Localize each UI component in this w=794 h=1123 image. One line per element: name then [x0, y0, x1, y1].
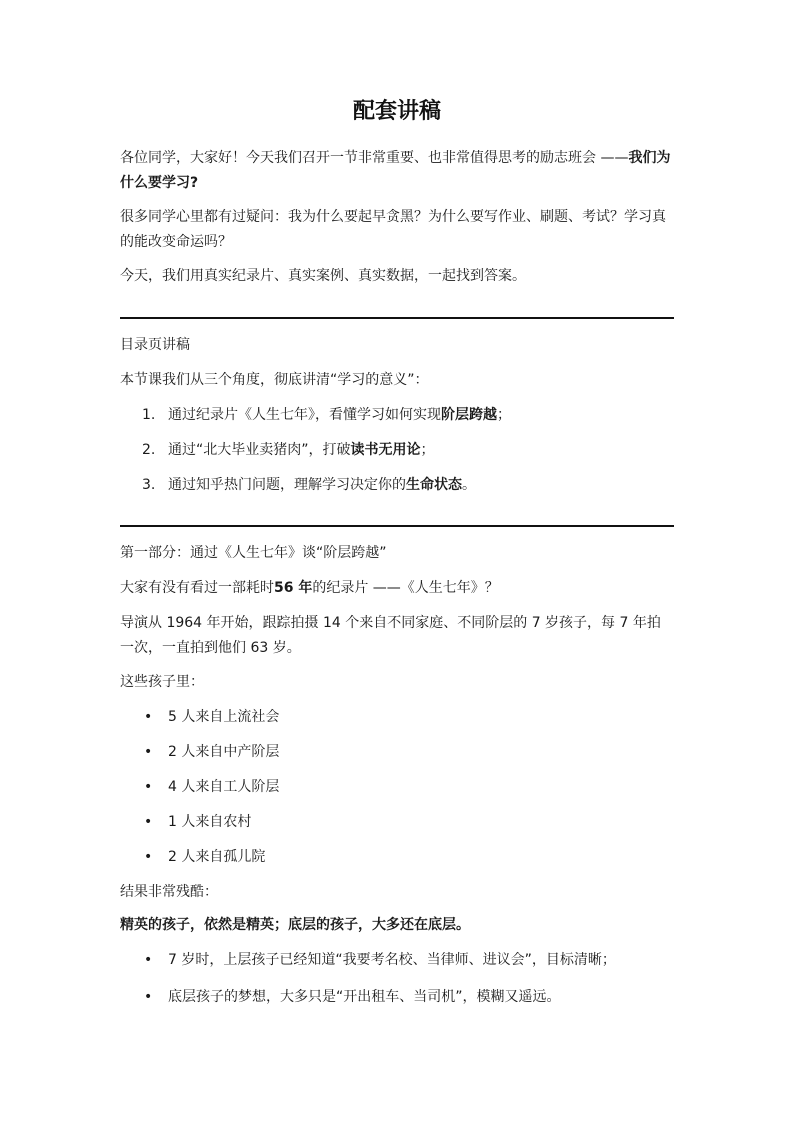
toc-item-tail: ；	[420, 442, 435, 458]
part1-description: 导演从 1964 年开始，跟踪拍摄 14 个来自不同家庭、不同阶层的 7 岁孩子，每 7 年拍一次，一直拍到他们 63 岁。	[120, 615, 661, 656]
list-item-text: 2 人来自中产阶层	[168, 744, 280, 760]
bullet-icon: •	[144, 989, 153, 1005]
toc-item-number: 1.	[142, 407, 156, 423]
list-item-text: 底层孩子的梦想，大多只是“开出租车、当司机”，模糊又遥远。	[168, 989, 561, 1005]
part1-heading: 第一部分：通过《人生七年》谈“阶层跨越”	[120, 545, 387, 561]
toc-item-text: 通过纪录片《人生七年》，看懂学习如何实现	[168, 407, 441, 423]
intro-paragraph-2: 很多同学心里都有过疑问：我为什么要起早贪黑？为什么要写作业、刷题、考试？学习真的能改变命运吗？	[120, 209, 666, 250]
bullet-icon: •	[144, 709, 153, 725]
toc-item-number: 3.	[142, 477, 156, 493]
toc-item-tail: 。	[462, 477, 476, 493]
list-item-text: 7 岁时，上层孩子已经知道“我要考名校、当律师、进议会”，目标清晰；	[168, 952, 616, 968]
intro-question: 我们为什么要学习?	[120, 150, 671, 191]
toc-item-number: 2.	[142, 442, 156, 458]
bullet-icon: •	[144, 814, 153, 830]
intro-paragraph-3: 今天，我们用真实纪录片、真实案例、真实数据，一起找到答案。	[120, 268, 526, 284]
bullet-icon: •	[144, 779, 153, 795]
toc-heading: 目录页讲稿	[120, 337, 190, 353]
result-lead: 结果非常残酷：	[120, 884, 218, 900]
result-statement: 精英的孩子，依然是精英；底层的孩子，大多还在底层。	[120, 917, 470, 933]
list-item-text: 1 人来自农村	[168, 814, 252, 830]
part1-question	[120, 576, 674, 601]
bullet-icon: •	[144, 952, 153, 968]
list-item-text: 4 人来自工人阶层	[168, 779, 280, 795]
toc-item-keyword: 读书无用论	[350, 442, 421, 458]
children-lead: 这些孩子里：	[120, 674, 204, 690]
bullet-icon: •	[144, 849, 153, 865]
intro-text: 各位同学，大家好！今天我们召开一节非常重要、也非常值得思考的励志班会 ——	[120, 150, 629, 166]
question-text: 大家有没有看过一部耗时	[120, 580, 274, 596]
toc-item-keyword: 阶层跨越	[441, 407, 497, 423]
question-text: 的纪录片 ——《人生七年》？	[312, 580, 499, 596]
section-divider	[120, 317, 674, 319]
document-title: 配套讲稿	[352, 99, 441, 124]
toc-item-tail: ；	[497, 407, 511, 423]
list-item-text: 2 人来自孤儿院	[168, 849, 266, 865]
question-highlight: 56 年	[274, 580, 313, 596]
toc-item-text: 通过知乎热门问题，理解学习决定你的	[168, 477, 406, 493]
intro-paragraph-1	[120, 146, 674, 196]
section-divider	[120, 525, 674, 527]
toc-lead: 本节课我们从三个角度，彻底讲清“学习的意义”：	[120, 372, 429, 388]
bullet-icon: •	[144, 744, 153, 760]
toc-item-keyword: 生命状态	[406, 477, 462, 493]
list-item-text: 5 人来自上流社会	[168, 709, 280, 725]
toc-item-text: 通过“北大毕业卖猪肉”，打破	[168, 442, 351, 458]
